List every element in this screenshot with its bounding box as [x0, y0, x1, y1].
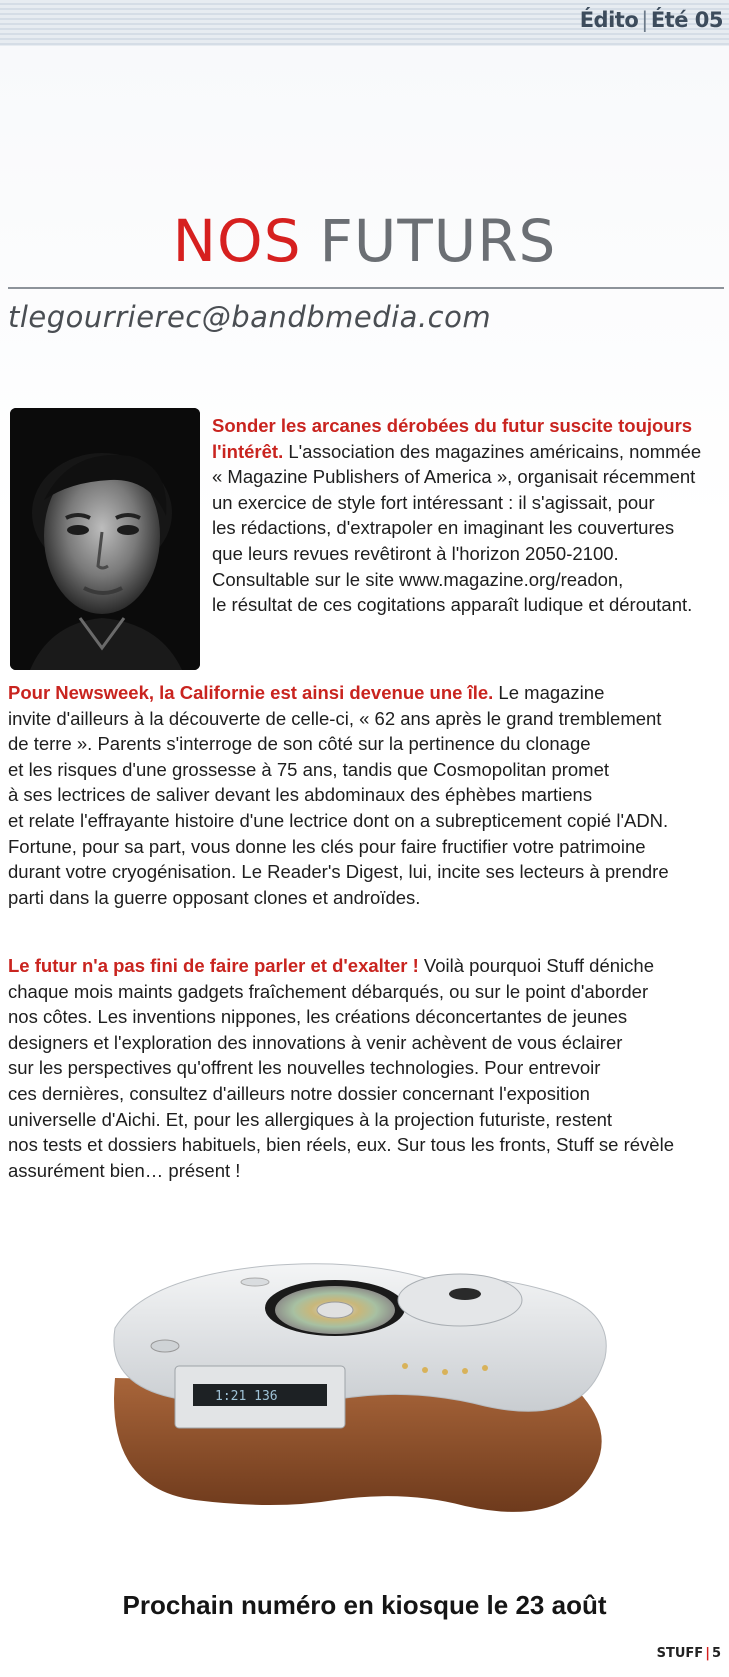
p3-line: chaque mois maints gadgets fraîchement débarqués, ou sur le point d'aborder: [8, 980, 649, 1002]
p2-first-rest: Le magazine: [493, 682, 605, 703]
folio-page: 5: [711, 1646, 721, 1661]
page-folio: [657, 1646, 721, 1661]
p2-line: à ses lectrices de saliver devant les abdominaux des éphèbes martiens: [8, 784, 593, 806]
p1-line: Consultable sur le site www.magazine.org/readon,: [212, 568, 624, 590]
p3-line: universelle d'Aichi. Et, pour les allergiques à la projection futuriste, restent: [8, 1108, 613, 1130]
p3-line: nos tests et dossiers habituels, bien réels, eux. Sur tous les fronts, Stuff se révèle: [8, 1134, 674, 1156]
section-separator: |: [641, 8, 648, 32]
issue-label: Été 05: [650, 8, 723, 32]
p1-lead-line-1: Sonder les arcanes dérobées du futur suscite toujours: [212, 415, 693, 436]
p3-line: assurément bien… présent !: [8, 1159, 241, 1181]
title-part-2: FUTURS: [319, 207, 557, 275]
title-part-1: NOS: [172, 207, 302, 275]
p1-line: le résultat de ces cogitations apparaît ludique et déroutant.: [212, 594, 693, 616]
next-issue-notice: Prochain numéro en kiosque le 23 août: [122, 1590, 607, 1620]
p2-line: et les risques d'une grossesse à 75 ans, tandis que Cosmopolitan promet: [8, 758, 610, 780]
p3-first-line: [8, 953, 674, 979]
cd-display-readout: 1:21 136: [215, 1389, 278, 1404]
p2-lead: Pour Newsweek, la Californie est ainsi devenue une île.: [8, 682, 494, 703]
paragraph-1: [212, 413, 701, 618]
p3-lead: Le futur n'a pas fini de faire parler et d'exalter !: [8, 955, 419, 976]
p2-first-line: [8, 680, 669, 706]
p3-first-rest: Voilà pourquoi Stuff déniche: [418, 955, 654, 976]
p1-line: que leurs revues revêtiront à l'horizon 2050-2100.: [212, 542, 619, 564]
p2-line: durant votre cryogénisation. Le Reader's Digest, lui, incite ses lecteurs à prendre: [8, 861, 669, 883]
p2-line: invite d'ailleurs à la découverte de celle-ci, « 62 ans après le grand tremblement: [8, 707, 662, 729]
p1-line: les rédactions, d'extrapoler en imaginant les couvertures: [212, 517, 675, 539]
p3-line: ces dernières, consultez d'ailleurs notre dossier concernant l'exposition: [8, 1082, 590, 1104]
p2-line: et relate l'effrayante histoire d'une lectrice dont on a subrepticement copié l'ADN.: [8, 809, 669, 831]
cd-player-image: [105, 1238, 625, 1528]
folio-separator: |: [705, 1646, 710, 1661]
p2-line: de terre ». Parents s'interroge de son côté sur la pertinence du clonage: [8, 733, 591, 755]
p2-line: Fortune, pour sa part, vous donne les clés pour faire fructifier votre patrimoine: [8, 835, 646, 857]
p2-line: parti dans la guerre opposant clones et androïdes.: [8, 886, 421, 908]
author-portrait: [10, 408, 200, 670]
p1-line-2: [212, 439, 701, 465]
folio-brand: STUFF: [656, 1646, 704, 1661]
author-email[interactable]: tlegourrierec@bandbmedia.com: [8, 300, 492, 334]
paragraph-2: [8, 680, 669, 910]
p1-lead-line-2: l'intérêt.: [212, 440, 284, 462]
section-tag: [580, 8, 723, 32]
page-title: [0, 206, 729, 276]
p1-line: « Magazine Publishers of America », organisait récemment: [212, 466, 696, 488]
title-rule: [8, 287, 724, 289]
p3-line: sur les perspectives qu'offrent les nouvelles technologies. Pour entrevoir: [8, 1057, 601, 1079]
p3-line: designers et l'exploration des innovations à venir achèvent de vous éclairer: [8, 1031, 623, 1053]
p1-line: un exercice de style fort intéressant : il s'agissait, pour: [212, 491, 655, 513]
paragraph-3: [8, 953, 674, 1183]
p3-line: nos côtes. Les inventions nippones, les créations déconcertantes de jeunes: [8, 1006, 628, 1028]
p1-line-2-rest: L'association des magazines américains, nommée: [283, 440, 702, 462]
section-name: Édito: [579, 8, 639, 32]
